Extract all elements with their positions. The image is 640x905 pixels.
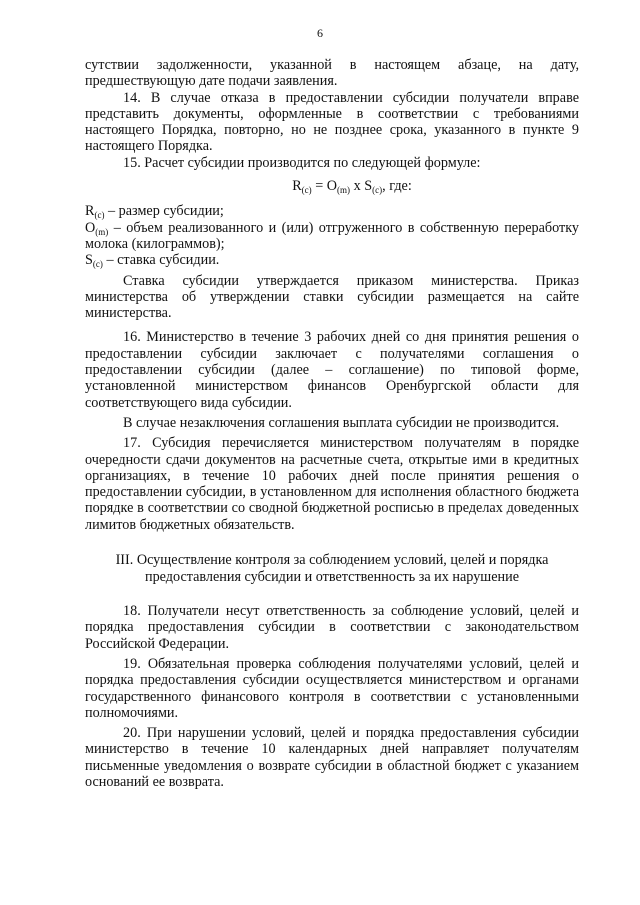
def-s-symbol: S xyxy=(85,252,93,269)
def-r-sub: (c) xyxy=(94,210,105,221)
paragraph-20: 20. При нарушении условий, целей и порядка предоставления субсидии министерство в течение 10 календарных дней направляет получателям письменные уведомления о возврате субсидии в областной бюджет с указанием оснований ее возврата. xyxy=(85,725,579,790)
formula-s-sub: (c) xyxy=(372,185,383,196)
def-r-symbol: R xyxy=(85,203,95,220)
def-s-text: – ставка субсидии. xyxy=(102,252,220,269)
formula-o-symbol: O xyxy=(326,178,338,195)
paragraph-continuation: сутствии задолженности, указанной в настоящем абзаце, на дату, предшествующую дате подачи заявления. xyxy=(85,57,579,90)
section-heading-line-1: III. Осуществление контроля за соблюдением условий, целей и порядка xyxy=(115,552,549,569)
def-o-symbol: O xyxy=(85,219,96,236)
def-r-text: – размер субсидии; xyxy=(104,203,224,220)
formula-o-sub: (m) xyxy=(337,185,351,196)
formula-s-symbol: S xyxy=(364,178,373,195)
document-body xyxy=(85,57,579,790)
paragraph-15: 15. Расчет субсидии производится по следующей формуле: xyxy=(123,154,481,171)
formula-multiply: x xyxy=(350,178,365,195)
section-heading-line-2: предоставления субсидии и ответственность за их нарушение xyxy=(144,568,519,585)
definition-o xyxy=(85,220,579,253)
paragraph-16: 16. Министерство в течение 3 рабочих дней со дня принятия решения о предоставлении субсидии заключает с получателями соглашения о предоставлении субсидии (далее – соглашение) по типовой форме, установленной министерством финансов Оренбургской области для соответствующего вида субсидии. xyxy=(85,329,579,411)
paragraph-18: 18. Получатели несут ответственность за соблюдение условий, целей и порядка предоставления субсидии в соответствии с законодательством Российской Федерации. xyxy=(85,603,579,652)
definition-s xyxy=(85,252,579,268)
formula-r-sub: (c) xyxy=(301,185,312,196)
definition-r xyxy=(85,203,579,219)
formula-tail: , где: xyxy=(382,178,412,195)
page-number: 6 xyxy=(317,26,323,40)
paragraph-14: 14. В случае отказа в предоставлении субсидии получатели вправе представить документы, оформленные в соответствии с требованиями настоящего Порядка, повторно, но не позднее срока, указанного в пункте 9 настоящего Порядка. xyxy=(85,89,579,155)
def-o-text: – объем реализованного и (или) отгруженного в собственную переработку молока (килограммов); xyxy=(85,219,579,252)
paragraph-rate: Ставка субсидии утверждается приказом министерства. Приказ министерства об утверждении ставки субсидии размещается на сайте министерства. xyxy=(85,272,579,322)
subsidy-formula xyxy=(85,178,579,194)
def-s-sub: (c) xyxy=(92,259,103,270)
paragraph-16b: В случае незаключения соглашения выплата субсидии не производится. xyxy=(123,414,560,431)
section-heading-3 xyxy=(85,552,579,585)
paragraph-19: 19. Обязательная проверка соблюдения получателями условий, целей и порядка предоставления субсидии осуществляется министерством и органами государственного финансового контроля в соответствии с установленными полномочиями. xyxy=(85,655,579,721)
formula-equals: = xyxy=(311,178,327,195)
def-o-sub: (m) xyxy=(95,226,109,237)
paragraph-17: 17. Субсидия перечисляется министерством получателям в порядке очередности сдачи документов на расчетные счета, открытые ими в кредитных организациях, в течение 10 рабочих дней после принятия решения о предоставлении субсидии, в установленном для исполнения областного бюджета порядке в соответствии со сводной бюджетной росписью в пределах доведенных лимитов бюджетных обязательств. xyxy=(85,435,579,533)
formula-r-symbol: R xyxy=(292,178,302,195)
